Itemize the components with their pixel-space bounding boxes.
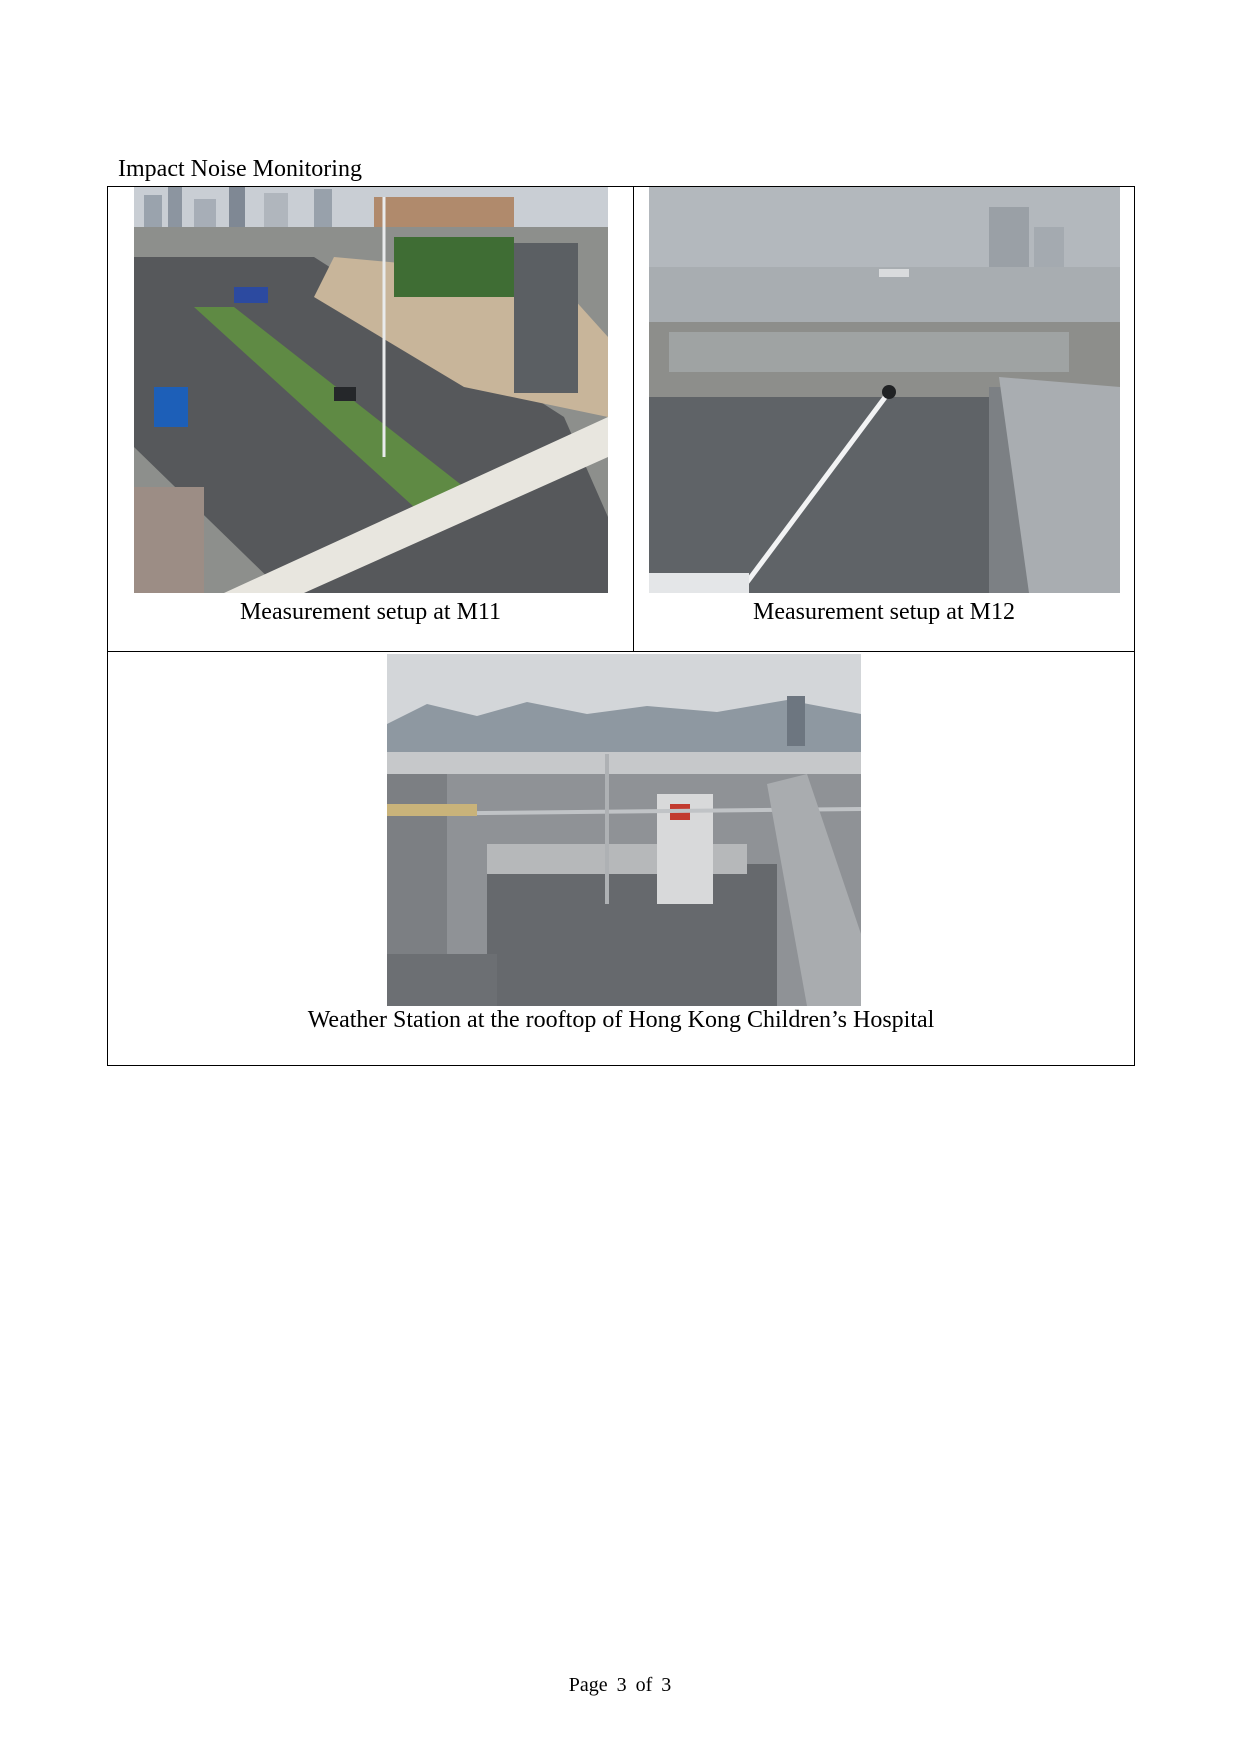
caption-weather-station: Weather Station at the rooftop of Hong Kong Children’s Hospital xyxy=(307,1007,935,1033)
photo-cell-weather-station xyxy=(108,652,1134,1065)
photo-m12-harbour xyxy=(649,187,1120,593)
photo-table xyxy=(107,186,1135,1066)
caption-m12: Measurement setup at M12 xyxy=(753,599,1015,625)
photo-cell-m11 xyxy=(108,187,634,652)
caption-m11: Measurement setup at M11 xyxy=(239,599,502,625)
photo-m11-roadside xyxy=(134,187,608,593)
section-title: Impact Noise Monitoring xyxy=(118,156,362,182)
page-number: Page 3 of 3 xyxy=(568,1674,672,1696)
photo-weather-station xyxy=(387,654,861,1006)
photo-cell-m12 xyxy=(634,187,1134,652)
